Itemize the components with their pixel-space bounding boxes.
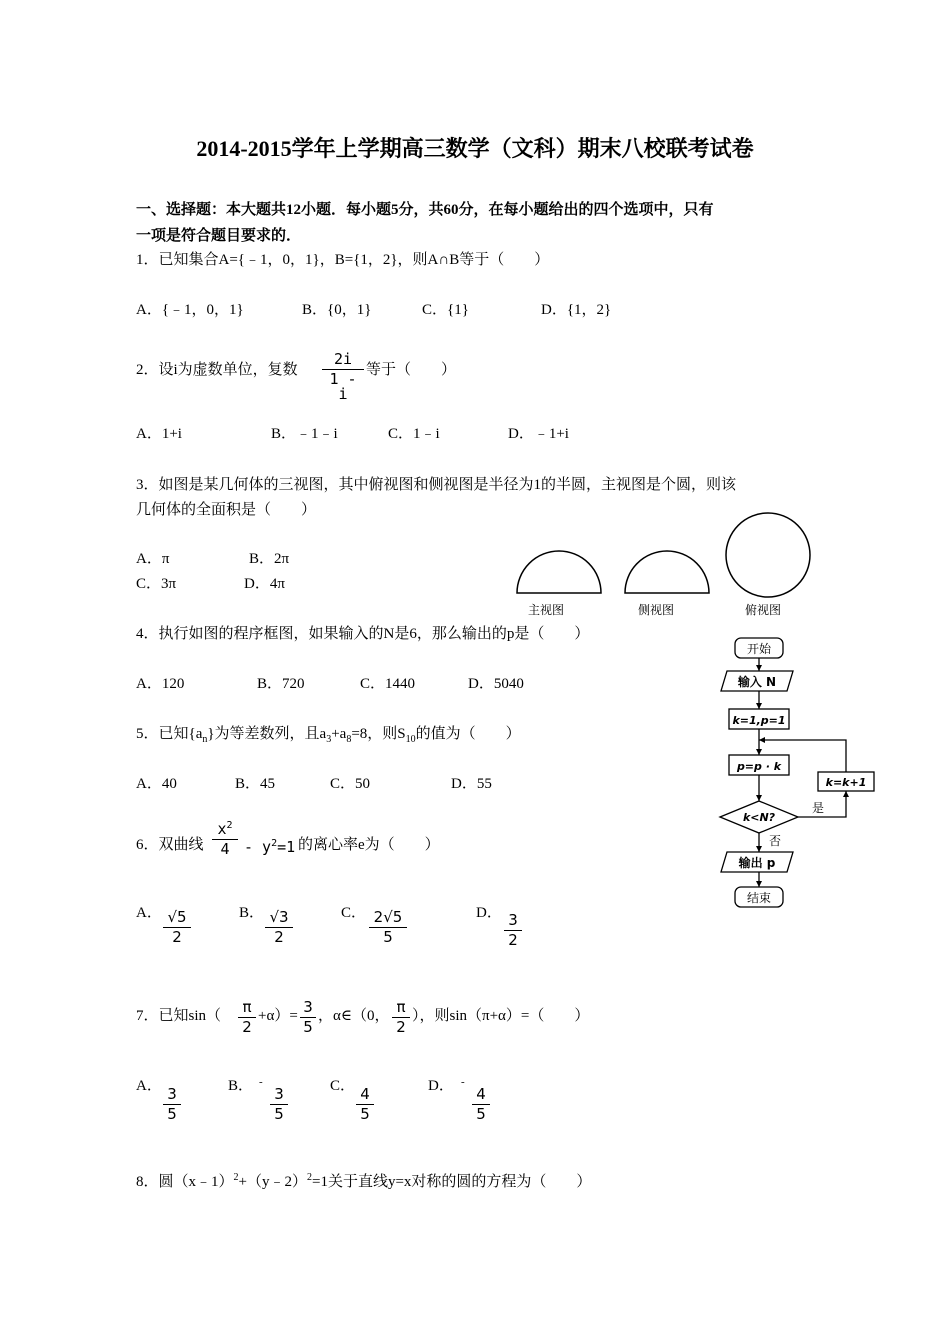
- question-4-option-b: B．720: [257, 676, 305, 692]
- question-2-option-d: D．﹣1+i: [508, 426, 569, 442]
- page-title: 2014-2015学年上学期高三数学（文科）期末八校联考试卷: [196, 136, 754, 161]
- fraction-denominator: 1 - i: [329, 370, 357, 403]
- question-6-stem-post: 的离心率e为（ ）: [298, 837, 440, 853]
- question-7-option-a-fraction: 3 5: [163, 1087, 181, 1122]
- question-3-stem-line2: 几何体的全面积是（ ）: [136, 502, 317, 518]
- flow-incr-text: k=k+1: [825, 776, 867, 789]
- question-7-fraction-2: 3 5: [300, 1000, 316, 1035]
- question-2-stem-post: 等于（ ）: [366, 362, 457, 378]
- question-2-option-b: B．﹣1﹣i: [271, 426, 338, 442]
- question-2-fraction: [322, 352, 364, 402]
- question-6-option-b-fraction: √3 2: [265, 910, 293, 945]
- section-heading-line2: 一项是符合题目要求的．: [136, 228, 302, 244]
- question-1-stem: 1．已知集合A={﹣1，0，1}，B={1，2}，则A∩B等于（ ）: [136, 252, 550, 268]
- question-7-stem-mid1: +α）=: [258, 1008, 298, 1024]
- question-7-option-a-label: A．: [136, 1078, 162, 1094]
- question-6-mid: - $y^2=1$: [244, 838, 296, 856]
- question-7-fraction-1: π 2: [238, 1000, 256, 1035]
- question-6-option-b-label: B．: [239, 905, 265, 921]
- flow-yes-text: 是: [811, 801, 825, 815]
- question-5-option-d: D．55: [451, 776, 492, 792]
- three-view-figure: [505, 505, 825, 600]
- question-3-option-d: D．4π: [244, 576, 285, 592]
- question-3-option-c: C．3π: [136, 576, 177, 592]
- front-view-semicircle: [517, 551, 601, 593]
- flow-cond-text: k<N?: [742, 811, 776, 824]
- question-7-option-d-fraction: 4 5: [472, 1087, 490, 1122]
- question-1-option-a: A．{﹣1，0，1}: [136, 302, 244, 318]
- question-1-option-b: B．{0，1}: [302, 302, 372, 318]
- flow-input-text: 输入 N: [737, 675, 777, 689]
- question-7-stem-pre: 7．已知sin（: [136, 1008, 222, 1024]
- flow-init-text: k=1,p=1: [732, 714, 786, 727]
- question-1-option-d: D．{1，2}: [541, 302, 612, 318]
- question-7-option-d-sign: -: [461, 1076, 465, 1088]
- question-6-option-d-label: D．: [476, 905, 502, 921]
- question-4-option-a: A．120: [136, 676, 185, 692]
- question-6-stem-pre: 6．双曲线: [136, 837, 204, 853]
- question-4-option-c: C．1440: [360, 676, 416, 692]
- question-6-option-c-fraction: 2√5 5: [369, 910, 407, 945]
- question-2-option-a: A．1+i: [136, 426, 182, 442]
- flow-output-text: 输出 p: [738, 856, 776, 870]
- section-heading-line1: 一、选择题：本大题共12小题．每小题5分，共60分，在每小题给出的四个选项中，只有: [136, 202, 714, 218]
- question-7-option-c-fraction: 4 5: [356, 1087, 374, 1122]
- top-view-circle: [726, 513, 810, 597]
- question-2-stem-pre: 2．设i为虚数单位，复数: [136, 362, 298, 378]
- question-5-option-a: A．40: [136, 776, 177, 792]
- question-6-option-d-fraction: 3 2: [504, 913, 522, 948]
- question-7-option-d-label: D．: [428, 1078, 454, 1094]
- question-3-option-a: A．π: [136, 551, 170, 567]
- question-8-stem: 8．圆（x﹣1）$^2$+（y﹣2）$^2$=1关于直线y=x对称的圆的方程为（ ）: [136, 1172, 592, 1190]
- question-7-stem-post: ），则sin（π+α）=（ ）: [412, 1008, 590, 1024]
- side-view-label: 侧视图: [638, 603, 675, 617]
- flow-no-text: 否: [768, 834, 782, 848]
- front-view-label: 主视图: [528, 603, 565, 617]
- question-6-option-a-label: A．: [136, 905, 162, 921]
- flow-start-text: 开始: [746, 642, 772, 656]
- question-4-stem: 4．执行如图的程序框图，如果输入的N是6，那么输出的p是（ ）: [136, 626, 590, 642]
- question-5-option-c: C．50: [330, 776, 371, 792]
- question-3-option-b: B．2π: [249, 551, 290, 567]
- question-5-option-b: B．45: [235, 776, 276, 792]
- flow-mult-text: p=p · k: [736, 760, 782, 773]
- question-3-stem-line1: 3．如图是某几何体的三视图，其中俯视图和侧视图是半径为1的半圆，主视图是个圆，则该: [136, 477, 737, 493]
- fraction-numerator: 2i: [333, 350, 353, 368]
- top-view-label: 俯视图: [745, 603, 782, 617]
- question-7-fraction-3: π 2: [392, 1000, 410, 1035]
- question-5-stem: 5．已知$\{a_n\}$为等差数列，且$a_3+a_8=8$，则$S_{10}$的值为（ ）: [136, 726, 521, 745]
- question-6-option-a-fraction: √5 2: [163, 910, 191, 945]
- question-7-option-c-label: C．: [330, 1078, 356, 1094]
- flow-end-text: 结束: [746, 891, 772, 905]
- question-6-fraction: $x^2$ 4: [212, 822, 238, 857]
- question-7-stem-mid2: ，α∈（0，: [318, 1008, 390, 1024]
- question-7-option-b-sign: -: [259, 1076, 263, 1088]
- question-6-option-c-label: C．: [341, 905, 367, 921]
- side-view-semicircle: [625, 551, 709, 593]
- question-1-option-c: C．{1}: [422, 302, 469, 318]
- question-7-option-b-label: B．: [228, 1078, 254, 1094]
- question-4-option-d: D．5040: [468, 676, 524, 692]
- flowchart: [715, 632, 885, 912]
- question-2-option-c: C．1﹣i: [388, 426, 440, 442]
- question-7-option-b-fraction: 3 5: [270, 1087, 288, 1122]
